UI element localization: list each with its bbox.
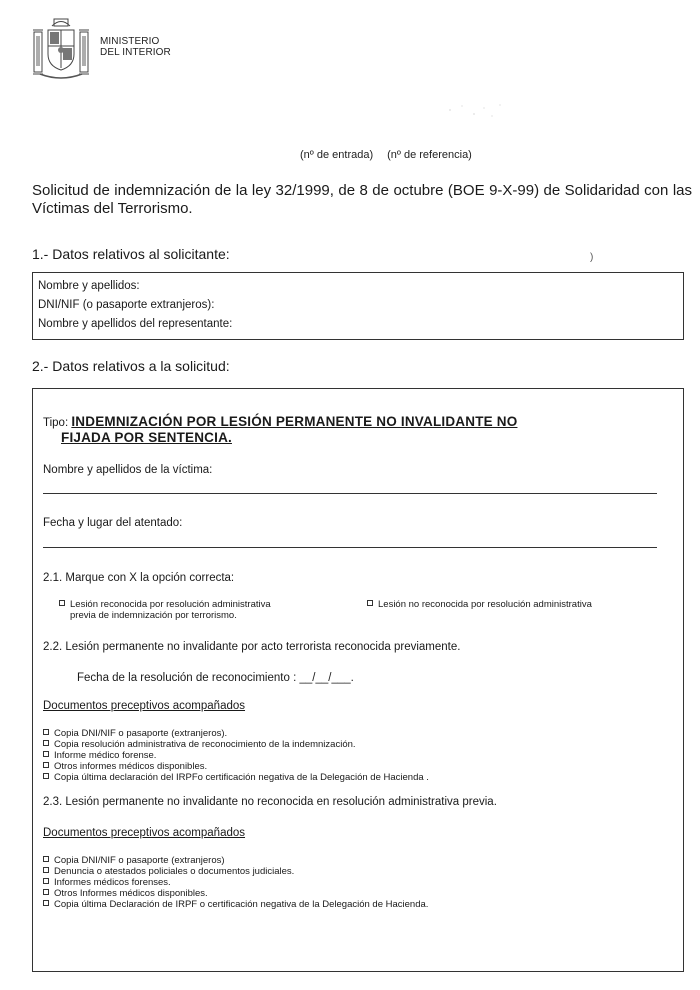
- question-2-2: 2.2. Lesión permanente no invalidante por acto terrorista reconocida previamente.: [43, 641, 461, 653]
- ministry-name: [100, 36, 171, 58]
- list-item[interactable]: Copia resolución administrativa de reconocimiento de la indemnización.: [43, 739, 429, 750]
- stray-mark: ): [590, 252, 594, 263]
- option-not-recognized[interactable]: [367, 599, 592, 610]
- question-2-1: 2.1. Marque con X la opción correcta:: [43, 572, 235, 584]
- request-type-value-line-1: INDEMNIZACIÓN POR LESIÓN PERMANENTE NO INVALIDANTE NO: [71, 414, 518, 429]
- list-item[interactable]: Copia DNI/NIF o pasaporte (extranjeros).: [43, 728, 429, 739]
- docs-heading-1: Documentos preceptivos acompañados: [43, 700, 246, 712]
- doc-checkbox[interactable]: [43, 900, 49, 906]
- doc-checkbox[interactable]: [43, 762, 49, 768]
- docs-heading-2: Documentos preceptivos acompañados: [43, 827, 246, 839]
- list-item[interactable]: Informe médico forense.: [43, 750, 429, 761]
- list-item[interactable]: Denuncia o atestados policiales o documentos judiciales.: [43, 866, 428, 877]
- list-item[interactable]: Copia DNI/NIF o pasaporte (extranjeros): [43, 855, 428, 866]
- resolution-date: [77, 672, 354, 684]
- option-not-recognized-label: Lesión no reconocida por resolución administrativa: [378, 599, 592, 610]
- attack-date-place-line[interactable]: [43, 547, 657, 548]
- doc-checkbox[interactable]: [43, 740, 49, 746]
- request-type-value-line-2: FIJADA POR SENTENCIA.: [61, 430, 232, 445]
- reference-number-label: (nº de referencia): [387, 149, 472, 161]
- option-not-recognized-checkbox[interactable]: [367, 600, 373, 606]
- docs-list-2: [43, 855, 428, 910]
- applicant-name-field[interactable]: Nombre y apellidos:: [38, 280, 140, 292]
- ministry-line-1: MINISTERIO: [100, 36, 160, 47]
- option-recognized-checkbox[interactable]: [59, 600, 65, 606]
- docs-list-1: [43, 728, 429, 783]
- resolution-date-label: Fecha de la resolución de reconocimiento :: [77, 672, 297, 684]
- representative-name-field[interactable]: Nombre y apellidos del representante:: [38, 318, 233, 330]
- request-type-label: Tipo:: [43, 417, 69, 429]
- list-item[interactable]: Otros informes médicos disponibles.: [43, 761, 429, 772]
- list-item[interactable]: Informes médicos forenses.: [43, 877, 428, 888]
- request-type: [43, 414, 517, 431]
- resolution-date-blank[interactable]: __/__/___.: [299, 672, 354, 684]
- applicant-data-box: [32, 272, 684, 340]
- form-title: Solicitud de indemnización de la ley 32/1999, de 8 de octubre (BOE 9-X-99) de Solidaridad con las Víctimas del Terrorismo.: [32, 182, 692, 217]
- question-2-3: 2.3. Lesión permanente no invalidante no reconocida en resolución administrativa previa.: [43, 796, 497, 808]
- victim-name-line[interactable]: [43, 493, 657, 494]
- option-recognized-label-1: Lesión reconocida por resolución administrativa: [70, 599, 271, 610]
- letterhead: [30, 16, 171, 82]
- doc-checkbox[interactable]: [43, 729, 49, 735]
- scan-speckle: [440, 102, 510, 126]
- request-data-box: [32, 388, 684, 972]
- list-item[interactable]: Otros Informes médicos disponibles.: [43, 888, 428, 899]
- doc-checkbox[interactable]: [43, 751, 49, 757]
- list-item[interactable]: Copia última Declaración de IRPF o certificación negativa de la Delegación de Hacienda.: [43, 899, 428, 910]
- option-recognized[interactable]: [59, 599, 271, 610]
- ministry-line-2: DEL INTERIOR: [100, 47, 171, 58]
- section-1-heading: 1.- Datos relativos al solicitante:: [32, 246, 230, 262]
- doc-checkbox[interactable]: [43, 856, 49, 862]
- coat-of-arms-icon: [30, 16, 92, 82]
- doc-checkbox[interactable]: [43, 867, 49, 873]
- applicant-id-field[interactable]: DNI/NIF (o pasaporte extranjeros):: [38, 299, 215, 311]
- list-item[interactable]: Copia última declaración del IRPFo certificación negativa de la Delegación de Hacienda .: [43, 772, 429, 783]
- attack-date-place-label: Fecha y lugar del atentado:: [43, 517, 183, 529]
- reference-numbers: [300, 149, 472, 161]
- doc-checkbox[interactable]: [43, 773, 49, 779]
- entry-number-label: (nº de entrada): [300, 149, 374, 161]
- option-recognized-label-2: previa de indemnización por terrorismo.: [70, 610, 237, 621]
- doc-checkbox[interactable]: [43, 878, 49, 884]
- doc-checkbox[interactable]: [43, 889, 49, 895]
- victim-name-label: Nombre y apellidos de la víctima:: [43, 464, 213, 476]
- section-2-heading: 2.- Datos relativos a la solicitud:: [32, 358, 230, 374]
